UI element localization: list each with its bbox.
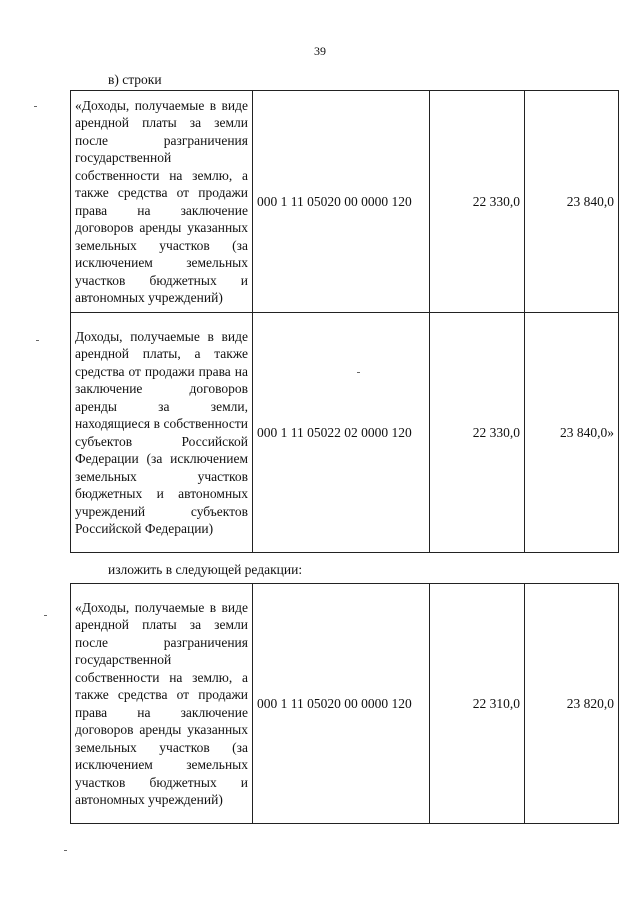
scan-mark: [44, 615, 47, 616]
amount-year-2: 23 840,0»: [525, 313, 619, 553]
income-description: «Доходы, получаемые в виде арендной платы за земли после разграничения государственной собственности на землю, а также средства от продажи права на заключение договоров аренды указанных земельных участков (за исключением земельных участков бюджетных и автономных учреждений): [71, 584, 253, 824]
original-rows-table: [70, 90, 619, 553]
amount-year-1: 22 310,0: [430, 584, 525, 824]
table-row: [71, 91, 619, 313]
new-rows-table: [70, 583, 619, 824]
table-row: [71, 313, 619, 553]
scan-mark: [34, 106, 37, 107]
budget-classification-code: 000 1 11 05020 00 0000 120: [253, 91, 430, 313]
page-number: 39: [314, 44, 326, 58]
scan-mark: [357, 372, 360, 373]
amount-year-2: 23 820,0: [525, 584, 619, 824]
table-row: [71, 584, 619, 824]
section-label: в) строки: [108, 72, 162, 87]
replacement-label: изложить в следующей редакции:: [108, 562, 303, 577]
budget-classification-code: 000 1 11 05022 02 0000 120: [253, 313, 430, 553]
amount-year-1: 22 330,0: [430, 313, 525, 553]
income-description: Доходы, получаемые в виде арендной платы, а также средства от продажи права на заключение договоров аренды за земли, находящиеся в собственности субъектов Российской Федерации (за исключением земельных участков бюджетных и автономных учреждений субъектов Российской Федерации): [71, 313, 253, 553]
income-description: «Доходы, получаемые в виде арендной платы за земли после разграничения государственной собственности на землю, а также средства от продажи права на заключение договоров аренды указанных земельных участков (за исключением земельных участков бюджетных и автономных учреждений): [71, 91, 253, 313]
scan-mark: [36, 340, 39, 341]
amount-year-1: 22 330,0: [430, 91, 525, 313]
amount-year-2: 23 840,0: [525, 91, 619, 313]
scan-mark: [64, 850, 67, 851]
budget-classification-code: 000 1 11 05020 00 0000 120: [253, 584, 430, 824]
